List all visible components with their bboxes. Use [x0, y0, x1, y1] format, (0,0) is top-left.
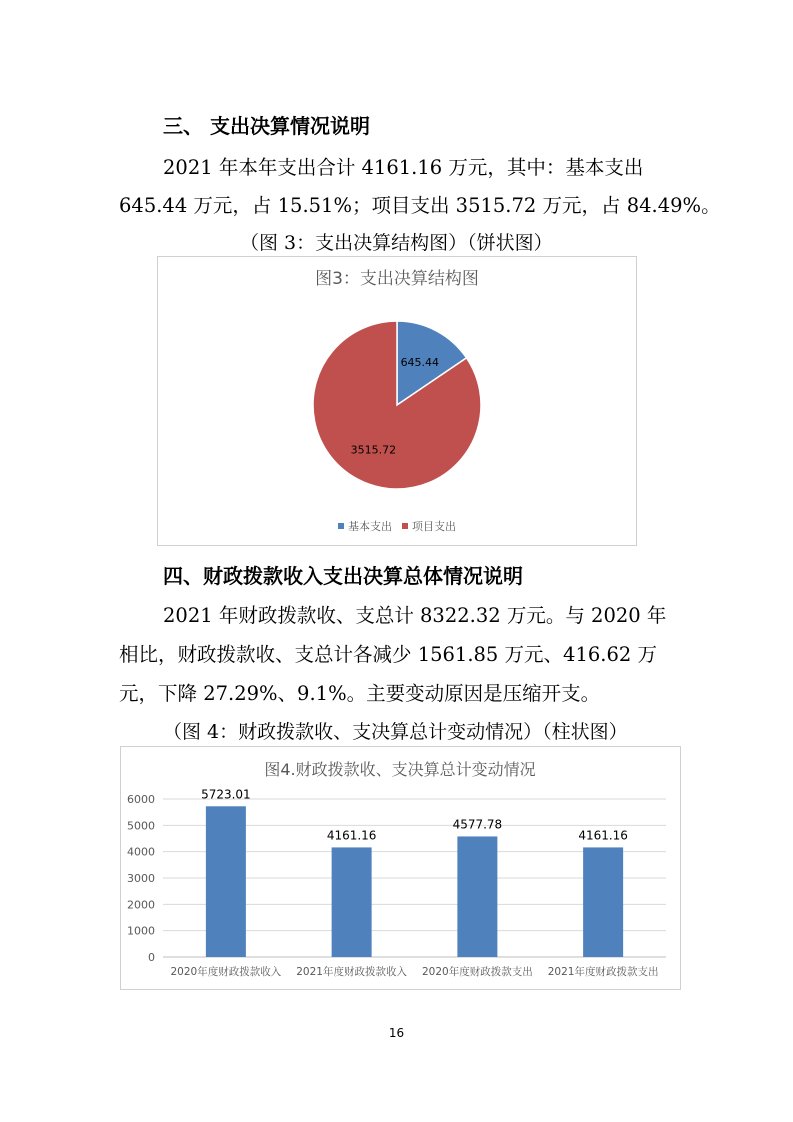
y-tick-label: 6000 — [127, 793, 155, 806]
legend-swatch — [402, 523, 408, 529]
x-category-label: 2020年度财政拨款收入 — [170, 966, 282, 978]
legend-swatch — [338, 523, 344, 529]
bar-chart-title: 图4.财政拨款收、支决算总计变动情况 — [264, 760, 536, 779]
section4-heading: 四、财政拨款收入支出决算总体情况说明 — [163, 564, 523, 588]
y-tick-label: 2000 — [127, 898, 155, 912]
x-category-label: 2020年度财政拨款支出 — [422, 966, 533, 978]
bar — [583, 847, 623, 957]
bar-chart — [121, 747, 680, 989]
pie-data-label: 645.44 — [400, 355, 440, 369]
pie-chart — [158, 257, 636, 545]
figure3-caption: （图 3：支出决算结构图）（饼状图） — [240, 232, 553, 254]
bar-data-label: 5723.01 — [201, 787, 251, 802]
section3-heading: 三、 支出决算情况说明 — [163, 114, 370, 138]
bar — [457, 836, 497, 957]
pie-data-label: 3515.72 — [350, 443, 397, 457]
section3-paragraph-line1: 2021 年本年支出合计 4161.16 万元，其中：基本支出 — [163, 156, 644, 179]
bar-data-label: 4577.78 — [452, 817, 503, 832]
bar — [332, 847, 372, 957]
x-category-label: 2021年度财政拨款支出 — [547, 966, 659, 978]
bar — [206, 806, 246, 957]
section4-paragraph-line1: 2021 年财政拨款收、支总计 8322.32 万元。与 2020 年 — [163, 604, 667, 627]
legend-label: 基本支出 — [348, 520, 392, 533]
legend-label: 项目支出 — [412, 520, 456, 533]
y-tick-label: 5000 — [127, 819, 155, 833]
y-tick-label: 1000 — [127, 924, 155, 938]
y-tick-label: 3000 — [127, 872, 155, 885]
bar-data-label: 4161.16 — [578, 828, 628, 843]
bar-data-label: 4161.16 — [326, 828, 377, 843]
bar-chart-frame — [120, 746, 681, 990]
y-tick-label: 0 — [148, 951, 155, 964]
section4-paragraph-line3: 元，下降 27.29%、9.1%。主要变动原因是压缩开支。 — [119, 682, 601, 705]
x-category-label: 2021年度财政拨款收入 — [296, 966, 407, 978]
figure4-caption: （图 4：财政拨款收、支决算总计变动情况）（柱状图） — [163, 721, 628, 743]
pie-chart-title: 图3：支出决算结构图 — [315, 269, 479, 289]
pie-chart-frame — [157, 256, 637, 546]
section3-paragraph-line2: 645.44 万元，占 15.51%；项目支出 3515.72 万元，占 84.49%。 — [119, 194, 721, 217]
y-tick-label: 4000 — [127, 845, 155, 859]
page-number: 16 — [388, 1026, 405, 1040]
section4-paragraph-line2: 相比，财政拨款收、支总计各减少 1561.85 万元、416.62 万 — [119, 643, 657, 666]
